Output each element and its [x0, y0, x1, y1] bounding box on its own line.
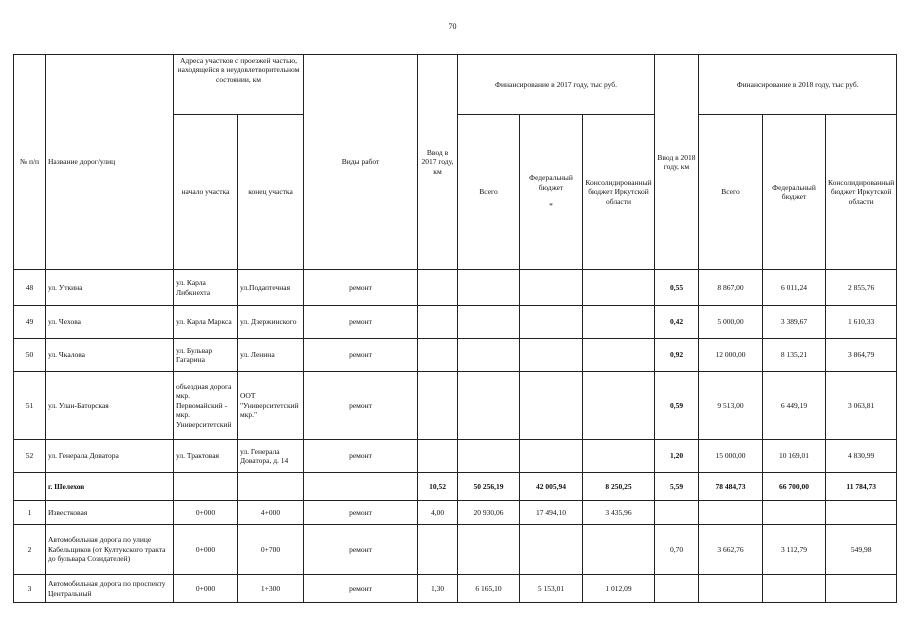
- row-start: ул. Карла Маркса: [174, 306, 238, 339]
- row-start: объездная дорога мкр. Первомайский - мкр. Университетский: [174, 372, 238, 440]
- table-row: [14, 270, 897, 306]
- row-total-2018: [699, 501, 763, 525]
- row-work: ремонт: [304, 440, 418, 473]
- header-road: Название дорог/улиц: [46, 55, 174, 270]
- row-federal-2017: [520, 339, 583, 372]
- row-federal-2017: [520, 306, 583, 339]
- table-row: [14, 575, 897, 603]
- row-total-2018: 9 513,00: [699, 372, 763, 440]
- city-start: [174, 473, 238, 501]
- row-num: 2: [14, 525, 46, 575]
- header-fin-2017: Финансирование в 2017 году, тыс руб.: [458, 55, 655, 115]
- row-intro-2018: [655, 501, 699, 525]
- city-name: г. Шелехов: [46, 473, 174, 501]
- row-intro-2017: [418, 525, 458, 575]
- row-consolidated-2017: [583, 339, 655, 372]
- header-federal-2017: [520, 115, 583, 270]
- row-total-2017: [458, 339, 520, 372]
- row-road: ул. Генерала Доватора: [46, 440, 174, 473]
- header-intro-2017: Ввод в 2017 году, км: [418, 55, 458, 270]
- row-federal-2018: [763, 501, 826, 525]
- row-consolidated-2018: [826, 501, 897, 525]
- header-address-group: Адреса участков с проезжей частью, находящейся в неудовлетворительном состоянии, км: [174, 55, 304, 115]
- row-num: 1: [14, 501, 46, 525]
- city-consolidated-2018: 11 784,73: [826, 473, 897, 501]
- row-federal-2018: [763, 575, 826, 603]
- table-row: [14, 525, 897, 575]
- header-consolidated-2018: Консолидированный бюджет Иркутской области: [826, 115, 897, 270]
- row-intro-2017: [418, 372, 458, 440]
- header-start: начало участка: [174, 115, 238, 270]
- row-num: 49: [14, 306, 46, 339]
- row-intro-2018: 0,59: [655, 372, 699, 440]
- row-consolidated-2018: 549,98: [826, 525, 897, 575]
- row-num: 48: [14, 270, 46, 306]
- row-total-2018: 5 000,00: [699, 306, 763, 339]
- row-road: ул. Уткина: [46, 270, 174, 306]
- row-num: 52: [14, 440, 46, 473]
- row-consolidated-2018: [826, 575, 897, 603]
- row-end: ул. Ленина: [238, 339, 304, 372]
- row-consolidated-2017: [583, 306, 655, 339]
- header-federal-2017-label: Федеральный бюджет: [529, 173, 573, 192]
- row-total-2017: [458, 440, 520, 473]
- row-federal-2017: [520, 372, 583, 440]
- row-end: ул.Подаптечная: [238, 270, 304, 306]
- row-work: ремонт: [304, 575, 418, 603]
- row-consolidated-2017: 1 012,09: [583, 575, 655, 603]
- header-end: конец участка: [238, 115, 304, 270]
- row-consolidated-2018: 3 864,79: [826, 339, 897, 372]
- table-row: [14, 372, 897, 440]
- row-federal-2018: 3 112,79: [763, 525, 826, 575]
- road-repair-table: [13, 54, 897, 603]
- row-work: ремонт: [304, 306, 418, 339]
- row-num: 50: [14, 339, 46, 372]
- page-number: 70: [448, 22, 457, 31]
- row-work: ремонт: [304, 270, 418, 306]
- row-intro-2017: [418, 440, 458, 473]
- row-end: ООТ "Университетский мкр.": [238, 372, 304, 440]
- row-total-2018: 3 662,76: [699, 525, 763, 575]
- row-end: 4+000: [238, 501, 304, 525]
- row-consolidated-2017: [583, 270, 655, 306]
- row-road: Автомобильная дорога по проспекту Центральный: [46, 575, 174, 603]
- row-federal-2018: 3 389,67: [763, 306, 826, 339]
- header-federal-mark: *: [549, 201, 553, 211]
- row-road: ул. Улан-Баторская: [46, 372, 174, 440]
- row-consolidated-2018: 3 063,81: [826, 372, 897, 440]
- row-intro-2018: 0,92: [655, 339, 699, 372]
- row-start: 0+000: [174, 525, 238, 575]
- row-federal-2018: 10 169,01: [763, 440, 826, 473]
- row-end: ул. Дзержинского: [238, 306, 304, 339]
- row-road: Известковая: [46, 501, 174, 525]
- row-federal-2018: 6 011,24: [763, 270, 826, 306]
- header-num: № п/п: [14, 55, 46, 270]
- row-federal-2017: [520, 270, 583, 306]
- row-total-2017: 20 930,06: [458, 501, 520, 525]
- header-consolidated-2017: Консолидированный бюджет Иркутской области: [583, 115, 655, 270]
- header-total-2018: Всего: [699, 115, 763, 270]
- row-work: ремонт: [304, 339, 418, 372]
- row-end: 1+300: [238, 575, 304, 603]
- row-start: ул. Карла Либкнехта: [174, 270, 238, 306]
- row-start: 0+000: [174, 575, 238, 603]
- row-intro-2018: 1,20: [655, 440, 699, 473]
- city-total-row: [14, 473, 897, 501]
- row-consolidated-2017: [583, 440, 655, 473]
- row-total-2018: 8 867,00: [699, 270, 763, 306]
- city-federal-2018: 66 700,00: [763, 473, 826, 501]
- row-total-2017: [458, 270, 520, 306]
- row-start: ул. Бульвар Гагарина: [174, 339, 238, 372]
- row-total-2018: 12 000,00: [699, 339, 763, 372]
- header-fin-2018: Финансирование в 2018 году, тыс руб.: [699, 55, 897, 115]
- row-work: ремонт: [304, 372, 418, 440]
- city-intro-2017: 10,52: [418, 473, 458, 501]
- row-total-2018: 15 000,00: [699, 440, 763, 473]
- row-intro-2017: [418, 306, 458, 339]
- header-intro-2018: Ввод в 2018 году, км: [655, 55, 699, 270]
- row-num: 51: [14, 372, 46, 440]
- row-intro-2018: 0,55: [655, 270, 699, 306]
- row-road: Автомобильная дорога по улице Кабельщиков (от Култукского тракта до бульвара Созидателей): [46, 525, 174, 575]
- city-federal-2017: 42 005,94: [520, 473, 583, 501]
- row-intro-2017: [418, 270, 458, 306]
- row-consolidated-2018: 2 855,76: [826, 270, 897, 306]
- table-row: [14, 306, 897, 339]
- row-intro-2017: 4,00: [418, 501, 458, 525]
- row-road: ул. Чехова: [46, 306, 174, 339]
- table-row: [14, 339, 897, 372]
- header-work: Виды работ: [304, 55, 418, 270]
- row-work: ремонт: [304, 525, 418, 575]
- table-row: [14, 440, 897, 473]
- row-num: 3: [14, 575, 46, 603]
- city-total-2018: 78 484,73: [699, 473, 763, 501]
- row-federal-2017: [520, 440, 583, 473]
- table-row: [14, 501, 897, 525]
- row-federal-2017: 5 153,01: [520, 575, 583, 603]
- header-federal-2018: Федеральный бюджет: [763, 115, 826, 270]
- row-intro-2018: 0,42: [655, 306, 699, 339]
- row-total-2018: [699, 575, 763, 603]
- row-total-2017: 6 165,10: [458, 575, 520, 603]
- city-end: [238, 473, 304, 501]
- row-total-2017: [458, 525, 520, 575]
- row-consolidated-2018: 1 610,33: [826, 306, 897, 339]
- row-federal-2018: 6 449,19: [763, 372, 826, 440]
- row-federal-2018: 8 135,21: [763, 339, 826, 372]
- row-road: ул. Чкалова: [46, 339, 174, 372]
- row-consolidated-2017: [583, 372, 655, 440]
- row-start: 0+000: [174, 501, 238, 525]
- city-work: [304, 473, 418, 501]
- row-start: ул. Трактовая: [174, 440, 238, 473]
- row-consolidated-2017: 3 435,96: [583, 501, 655, 525]
- row-consolidated-2018: 4 830,99: [826, 440, 897, 473]
- row-end: 0+700: [238, 525, 304, 575]
- row-consolidated-2017: [583, 525, 655, 575]
- row-federal-2017: 17 494,10: [520, 501, 583, 525]
- city-intro-2018: 5,59: [655, 473, 699, 501]
- row-intro-2018: [655, 575, 699, 603]
- row-federal-2017: [520, 525, 583, 575]
- row-intro-2018: 0,70: [655, 525, 699, 575]
- row-intro-2017: 1,30: [418, 575, 458, 603]
- city-total-2017: 50 256,19: [458, 473, 520, 501]
- row-total-2017: [458, 372, 520, 440]
- row-work: ремонт: [304, 501, 418, 525]
- city-num: [14, 473, 46, 501]
- city-consolidated-2017: 8 250,25: [583, 473, 655, 501]
- row-total-2017: [458, 306, 520, 339]
- row-intro-2017: [418, 339, 458, 372]
- row-end: ул. Генерала Доватора, д. 14: [238, 440, 304, 473]
- header-total-2017: Всего: [458, 115, 520, 270]
